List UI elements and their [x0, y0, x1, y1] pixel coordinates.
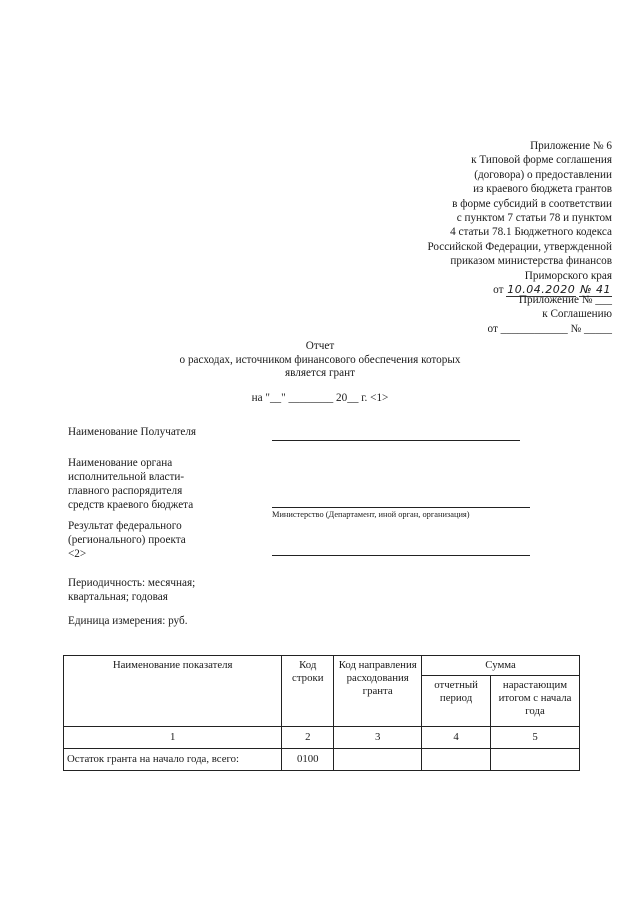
index-cell: 4: [422, 727, 491, 749]
appendix-line: (договора) о предоставлении: [474, 168, 612, 181]
agreement-date-number: от ____________ № _____: [487, 322, 612, 335]
appendix-line: Приложение № 6: [530, 140, 612, 152]
title-line: о расходах, источником финансового обеспечения которых: [179, 353, 461, 366]
title-line: является грант: [285, 367, 355, 379]
report-date-line: на "__" ________ 20__ г. <1>: [251, 392, 389, 404]
table-index-row: [64, 727, 580, 749]
header-indicator: Наименование показателя: [64, 656, 282, 727]
header-row-code: Код строки: [282, 656, 334, 727]
project-label-line: (регионального) проекта: [68, 534, 186, 546]
project-label-line: <2>: [68, 548, 87, 560]
header-cumulative: нарастающим итогом с начала года: [491, 676, 580, 727]
header-sum: Сумма: [422, 656, 580, 676]
authority-label-line: Наименование органа: [68, 457, 173, 469]
index-cell: 3: [334, 727, 422, 749]
row-cumulative[interactable]: [491, 749, 580, 771]
periodicity-line: Периодичность: месячная;: [68, 577, 196, 589]
handwritten-order-number: № 41: [580, 283, 611, 297]
row-reporting-period[interactable]: [422, 749, 491, 771]
authority-label-line: главного распорядителя: [68, 485, 183, 497]
project-field-line[interactable]: [272, 555, 530, 556]
row-direction-code[interactable]: [334, 749, 422, 771]
periodicity-line: квартальная; годовая: [68, 591, 168, 603]
handwritten-order-date: 10.04.2020: [507, 283, 576, 297]
order-prefix: от: [493, 284, 504, 297]
title-line: Отчет: [305, 340, 335, 352]
appendix-line: Приморского края: [524, 269, 612, 282]
agreement-reference: к Соглашению: [542, 308, 612, 321]
appendix-line: приказом министерства финансов: [450, 255, 612, 268]
authority-caption: Министерство (Департамент, иной орган, организация): [272, 510, 470, 519]
authority-field-line[interactable]: [272, 507, 530, 508]
row-code: 0100: [282, 749, 334, 771]
row-indicator: Остаток гранта на начало года, всего:: [64, 749, 282, 771]
appendix-line: из краевого бюджета грантов: [473, 183, 612, 196]
authority-label-line: исполнительной власти-: [68, 471, 185, 483]
project-label: [68, 519, 186, 561]
appendix-line: 4 статьи 78.1 Бюджетного кодекса: [450, 226, 612, 239]
index-cell: 1: [64, 727, 282, 749]
authority-label: [68, 456, 193, 512]
index-cell: 2: [282, 727, 334, 749]
periodicity-label: [68, 576, 195, 604]
report-title: [0, 340, 640, 381]
table-header-row: [64, 656, 580, 676]
recipient-field-line[interactable]: [272, 440, 520, 441]
authority-label-line: средств краевого бюджета: [68, 499, 194, 511]
report-table: [63, 655, 580, 771]
appendix-line: Российской Федерации, утвержденной: [427, 240, 612, 253]
header-reporting-period: отчетный период: [422, 676, 491, 727]
agreement-appendix-number: Приложение № ___: [518, 294, 612, 306]
appendix-line: в форме субсидий в соответствии: [452, 197, 612, 210]
appendix-header: [427, 139, 612, 297]
index-cell: 5: [491, 727, 580, 749]
appendix-line: с пунктом 7 статьи 78 и пунктом: [456, 212, 612, 225]
recipient-label: Наименование Получателя: [68, 426, 197, 438]
project-label-line: Результат федерального: [68, 520, 182, 532]
header-direction-code: Код направления расходования гранта: [334, 656, 422, 727]
agreement-appendix: [488, 293, 613, 336]
appendix-line: к Типовой форме соглашения: [471, 154, 612, 167]
unit-label: Единица измерения: руб.: [68, 615, 188, 627]
table-row: [64, 749, 580, 771]
